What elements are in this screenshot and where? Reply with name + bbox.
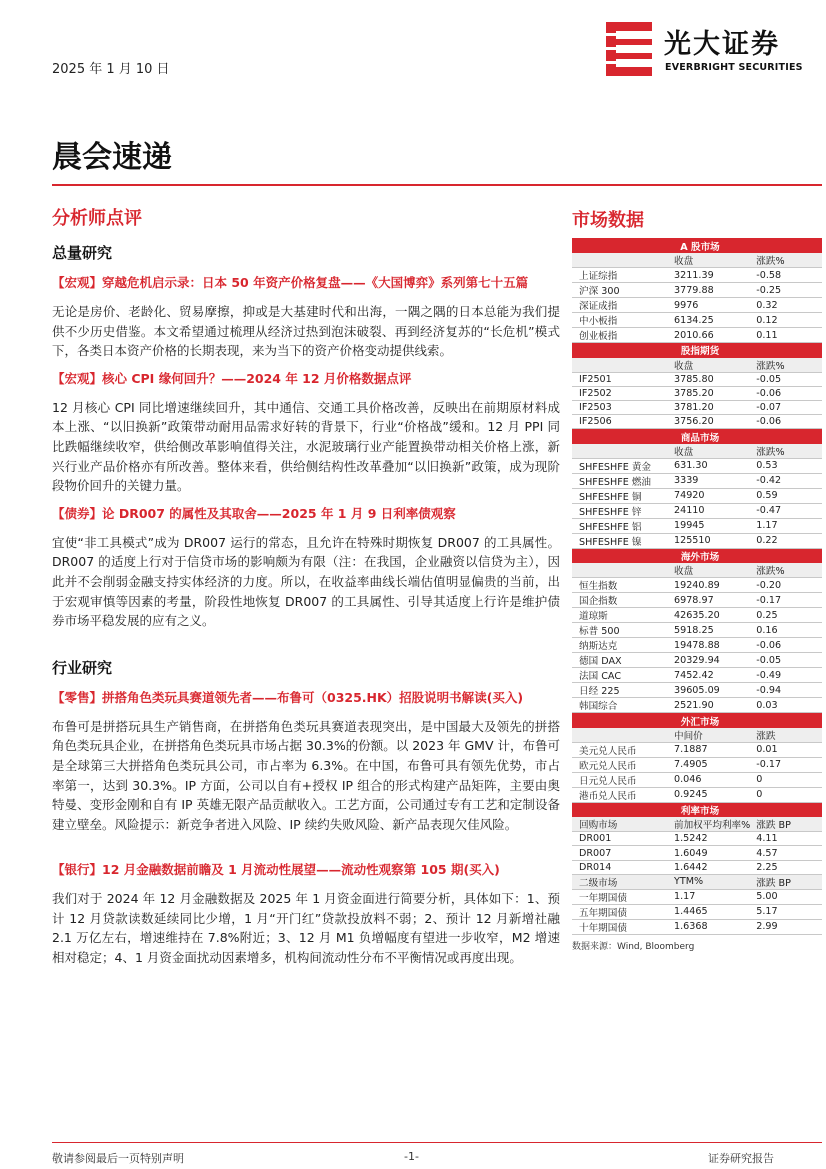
table-row [572,458,822,473]
row-label: 美元兑人民币 [572,742,668,757]
row-label: 十年期国债 [572,919,668,934]
column-header [572,444,668,459]
row-value: 19945 [668,518,750,533]
article-body: 无论是房价、老龄化、贸易摩擦，抑或是大基建时代和出海，一隅之隅的日本总能为我们提供不少历史借鉴。本文希望通过梳理从经济过热到泡沫破裂、再到经济复苏的“长危机”模式下，各类日本资产价格的长期表现，来为当下的资产价格变动提供线索。 [52,304,560,359]
table-row [572,846,822,860]
table-row [572,313,822,328]
row-change: -0.49 [750,668,822,683]
article-heading[interactable]: 【宏观】核心 CPI 缘何回升？——2024 年 12 月价格数据点评 [52,370,412,386]
table-row [572,372,822,386]
row-value: 1.5242 [668,832,750,846]
table-row [572,283,822,298]
row-value: 7452.42 [668,668,750,683]
row-change: -0.17 [750,757,822,772]
row-label: IF2506 [572,415,668,429]
row-change: 0.59 [750,488,822,503]
row-change: 0.11 [750,328,822,343]
row-value: 2521.90 [668,698,750,713]
column-header: 涨跌% [750,253,822,268]
band-label: 利率市场 [572,802,822,817]
article-body: 宜使“非工具模式”成为 DR007 运行的常态，且允许在特殊时期恢复 DR007 的工具属性。DR007 的适度上行对于信贷市场的影响颇为有限（注：在我国，企业融资以信贷为主），因此并不会削弱金融支持实体经济的力度。所以，在收益率曲线长端估值明显偏贵的当前，出于宏观审慎等因素的考量，阶段性地恢复 DR007 的工具属性、引导其适度上行许是维护债券市场平稳发展的应有之义。 [52,534,560,629]
row-change: 0 [750,772,822,787]
row-label: IF2503 [572,400,668,414]
logo-chinese-text: 光大证券 [664,29,780,60]
row-value: 6134.25 [668,313,750,328]
table-row [572,653,822,668]
row-value: 3781.20 [668,400,750,414]
row-value: 125510 [668,533,750,548]
row-change: -0.07 [750,400,822,414]
row-value: 39605.09 [668,683,750,698]
row-change: 4.57 [750,846,822,860]
subsection-industry: 行业研究 [52,658,113,677]
row-value: 3339 [668,473,750,488]
everbright-logo-icon [606,22,652,76]
row-value: 1.6049 [668,846,750,860]
row-change: -0.05 [750,372,822,386]
row-value: 20329.94 [668,653,750,668]
band-label: 外汇市场 [572,713,822,728]
table-row [572,860,822,874]
table-band-overseas [572,548,822,563]
column-header: 前加权平均利率% [668,817,750,832]
row-value: 631.30 [668,458,750,473]
row-change: 4.11 [750,832,822,846]
company-logo [606,20,806,76]
row-label: SHFESHFE 镍 [572,533,668,548]
column-header [572,253,668,268]
table-row [572,578,822,593]
row-change: -0.42 [750,473,822,488]
row-value: 24110 [668,503,750,518]
row-change: -0.58 [750,268,822,283]
table-header-row [572,874,822,889]
row-change: 0.32 [750,298,822,313]
article-heading[interactable]: 【银行】12 月金融数据前瞻及 1 月流动性展望——流动性观察第 105 期(买入) [52,862,500,878]
row-value: 1.6442 [668,860,750,874]
table-band-futures [572,343,822,358]
row-label: SHFESHFE 铜 [572,488,668,503]
row-value: 5918.25 [668,623,750,638]
market-table [572,238,822,935]
table-row [572,328,822,343]
column-header: 回购市场 [572,817,668,832]
column-header: 中间价 [668,728,750,743]
column-header: 涨跌 BP [750,874,822,889]
table-row [572,593,822,608]
article-heading[interactable]: 【债券】论 DR007 的属性及其取舍——2025 年 1 月 9 日利率债观察 [52,505,456,521]
row-value: 1.4465 [668,904,750,919]
row-value: 3211.39 [668,268,750,283]
row-value: 3756.20 [668,415,750,429]
row-label: SHFESHFE 燃油 [572,473,668,488]
row-label: 港币兑人民币 [572,787,668,802]
column-header: 涨跌% [750,358,822,373]
row-change: -0.47 [750,503,822,518]
row-label: SHFESHFE 黄金 [572,458,668,473]
row-label: 中小板指 [572,313,668,328]
row-change: 5.17 [750,904,822,919]
table-header-row [572,444,822,459]
column-header: 收盘 [668,253,750,268]
row-change: 0.25 [750,608,822,623]
logo-english-text: EVERBRIGHT SECURITIES [665,62,803,73]
column-header [572,728,668,743]
row-change: -0.25 [750,283,822,298]
row-value: 0.046 [668,772,750,787]
table-row [572,904,822,919]
market-data-column [572,206,822,952]
table-row [572,533,822,548]
row-change: -0.05 [750,653,822,668]
row-value: 19240.89 [668,578,750,593]
row-label: 道琼斯 [572,608,668,623]
table-row [572,772,822,787]
row-change: -0.06 [750,386,822,400]
section-title-analyst: 分析师点评 [52,208,142,229]
row-label: 法国 CAC [572,668,668,683]
row-value: 7.1887 [668,742,750,757]
row-label: 恒生指数 [572,578,668,593]
band-label: 海外市场 [572,548,822,563]
column-header: 涨跌% [750,563,822,578]
table-row [572,298,822,313]
table-header-row [572,563,822,578]
table-row [572,787,822,802]
row-change: -0.94 [750,683,822,698]
row-change: -0.06 [750,638,822,653]
table-row [572,623,822,638]
table-header-row [572,728,822,743]
article-body: 布鲁可是拼搭玩具生产销售商，在拼搭角色类玩具赛道表现突出，是中国最大及领先的拼搭角色类玩具企业，在拼搭角色类玩具市场占据 30.3%的份额。以 2023 年 GMV 计，布鲁可是全球第三大拼搭角色类玩具公司，市占率为 6.3%。在中国，布鲁可具有领先优势，市占率第一，达到 30.3%。IP 方面，公司以自有+授权 IP 组合的形式构建产品矩阵，主要由奥特曼、变形金刚和自有 IP 英雄无限产品贡献收入。工艺方面，公司通过专有工艺和定制设备建立壁垒。风险提示：新竞争者进入风险、IP 续约失败风险、新产品表现欠佳风险。 [52,718,560,832]
row-change: 0.22 [750,533,822,548]
row-label: 韩国综合 [572,698,668,713]
row-change: 0.53 [750,458,822,473]
row-value: 6978.97 [668,593,750,608]
table-row [572,889,822,904]
table-row [572,503,822,518]
table-band-rates [572,802,822,817]
row-label: 纳斯达克 [572,638,668,653]
table-row [572,386,822,400]
row-label: SHFESHFE 锌 [572,503,668,518]
column-header: 涨跌 BP [750,817,822,832]
row-label: IF2501 [572,372,668,386]
table-row [572,608,822,623]
row-change: 5.00 [750,889,822,904]
row-label: IF2502 [572,386,668,400]
table-row [572,400,822,414]
row-value: 1.17 [668,889,750,904]
column-header [572,563,668,578]
row-change: 2.99 [750,919,822,934]
section-title-market: 市场数据 [572,210,644,231]
footer-divider [52,1142,822,1143]
row-label: 欧元兑人民币 [572,757,668,772]
row-label: 国企指数 [572,593,668,608]
article-heading[interactable]: 【宏观】穿越危机启示录：日本 50 年资产价格复盘——《大国博弈》系列第七十五篇 [52,275,529,290]
row-label: 标普 500 [572,623,668,638]
footer-report-type: 证券研究报告 [708,1152,774,1165]
row-value: 3779.88 [668,283,750,298]
row-change: -0.20 [750,578,822,593]
article-heading[interactable]: 【零售】拼搭角色类玩具赛道领先者——布鲁可（0325.HK）招股说明书解读(买入) [52,689,524,705]
table-header-row [572,358,822,373]
row-change: 0 [750,787,822,802]
table-row [572,473,822,488]
row-label: 德国 DAX [572,653,668,668]
row-value: 7.4905 [668,757,750,772]
row-value: 3785.80 [668,372,750,386]
column-header: 涨跌% [750,444,822,459]
table-row [572,415,822,429]
table-row [572,668,822,683]
row-label: 日经 225 [572,683,668,698]
report-date: 2025 年 1 月 10 日 [52,62,170,77]
band-label: A 股市场 [572,238,822,253]
article-body: 我们对于 2024 年 12 月金融数据及 2025 年 1 月资金面进行简要分析，具体如下：1、预计 12 月贷款读数延续同比少增，1 月“开门红”贷款投放料不弱；2、预计 12 月新增社融 2.1 万亿左右，增速维持在 7.8%附近；3、12 月 M1 负增幅度有望进一步收窄，M2 增速相对稳定；4、1 月资金面扰动因素增多，机构间流动性分布不平衡情况或再度出现。 [52,891,560,966]
row-label: SHFESHFE 铝 [572,518,668,533]
row-change: 0.01 [750,742,822,757]
page-title: 晨会速递 [52,140,172,175]
title-divider [52,184,822,186]
row-change: 1.17 [750,518,822,533]
table-band-commodity [572,429,822,444]
row-change: 2.25 [750,860,822,874]
column-header [572,358,668,373]
column-header: 收盘 [668,444,750,459]
table-header-row [572,253,822,268]
table-row [572,919,822,934]
subsection-macro: 总量研究 [52,244,113,262]
row-change: -0.17 [750,593,822,608]
row-value: 19478.88 [668,638,750,653]
row-label: 一年期国债 [572,889,668,904]
column-header: YTM% [668,874,750,889]
article-body: 12 月核心 CPI 同比增速继续回升，其中通信、交通工具价格改善，反映出在前期原材料成本上涨、“以旧换新”政策带动耐用品需求好转的背景下，行业“价格战”缓和。12 月 PPI 同比跌幅继续收窄，供给侧改革影响值得关注，水泥玻璃行业产能置换带动相关价格上涨，新兴行业产品价格亦有所改善。整体来看，供给侧结构性改革叠加“以旧换新”政策，成为现阶段物价回升的关键力量。 [52,399,560,494]
row-label: 沪深 300 [572,283,668,298]
row-change: -0.06 [750,415,822,429]
row-value: 9976 [668,298,750,313]
table-row [572,488,822,503]
row-value: 2010.66 [668,328,750,343]
row-label: DR014 [572,860,668,874]
table-band-a_share [572,238,822,253]
row-label: 创业板指 [572,328,668,343]
row-value: 3785.20 [668,386,750,400]
row-label: 深证成指 [572,298,668,313]
band-label: 股指期货 [572,343,822,358]
table-row [572,832,822,846]
table-band-fx [572,713,822,728]
table-row [572,268,822,283]
row-label: DR007 [572,846,668,860]
table-header-row [572,817,822,832]
column-header: 收盘 [668,563,750,578]
row-change: 0.12 [750,313,822,328]
row-change: 0.16 [750,623,822,638]
table-row [572,518,822,533]
footer-disclaimer: 敬请参阅最后一页特别声明 [52,1152,184,1165]
table-row [572,757,822,772]
column-header: 二级市场 [572,874,668,889]
row-value: 42635.20 [668,608,750,623]
table-row [572,638,822,653]
table-row [572,683,822,698]
row-change: 0.03 [750,698,822,713]
row-label: 上证综指 [572,268,668,283]
row-label: 五年期国债 [572,904,668,919]
column-header: 涨跌 [750,728,822,743]
page-number: -1- [404,1150,419,1163]
table-row [572,742,822,757]
column-header: 收盘 [668,358,750,373]
row-value: 1.6368 [668,919,750,934]
row-value: 74920 [668,488,750,503]
band-label: 商品市场 [572,429,822,444]
table-row [572,698,822,713]
data-source-note: 数据来源：Wind, Bloomberg [572,941,695,952]
analyst-column [52,204,560,976]
row-value: 0.9245 [668,787,750,802]
row-label: DR001 [572,832,668,846]
row-label: 日元兑人民币 [572,772,668,787]
